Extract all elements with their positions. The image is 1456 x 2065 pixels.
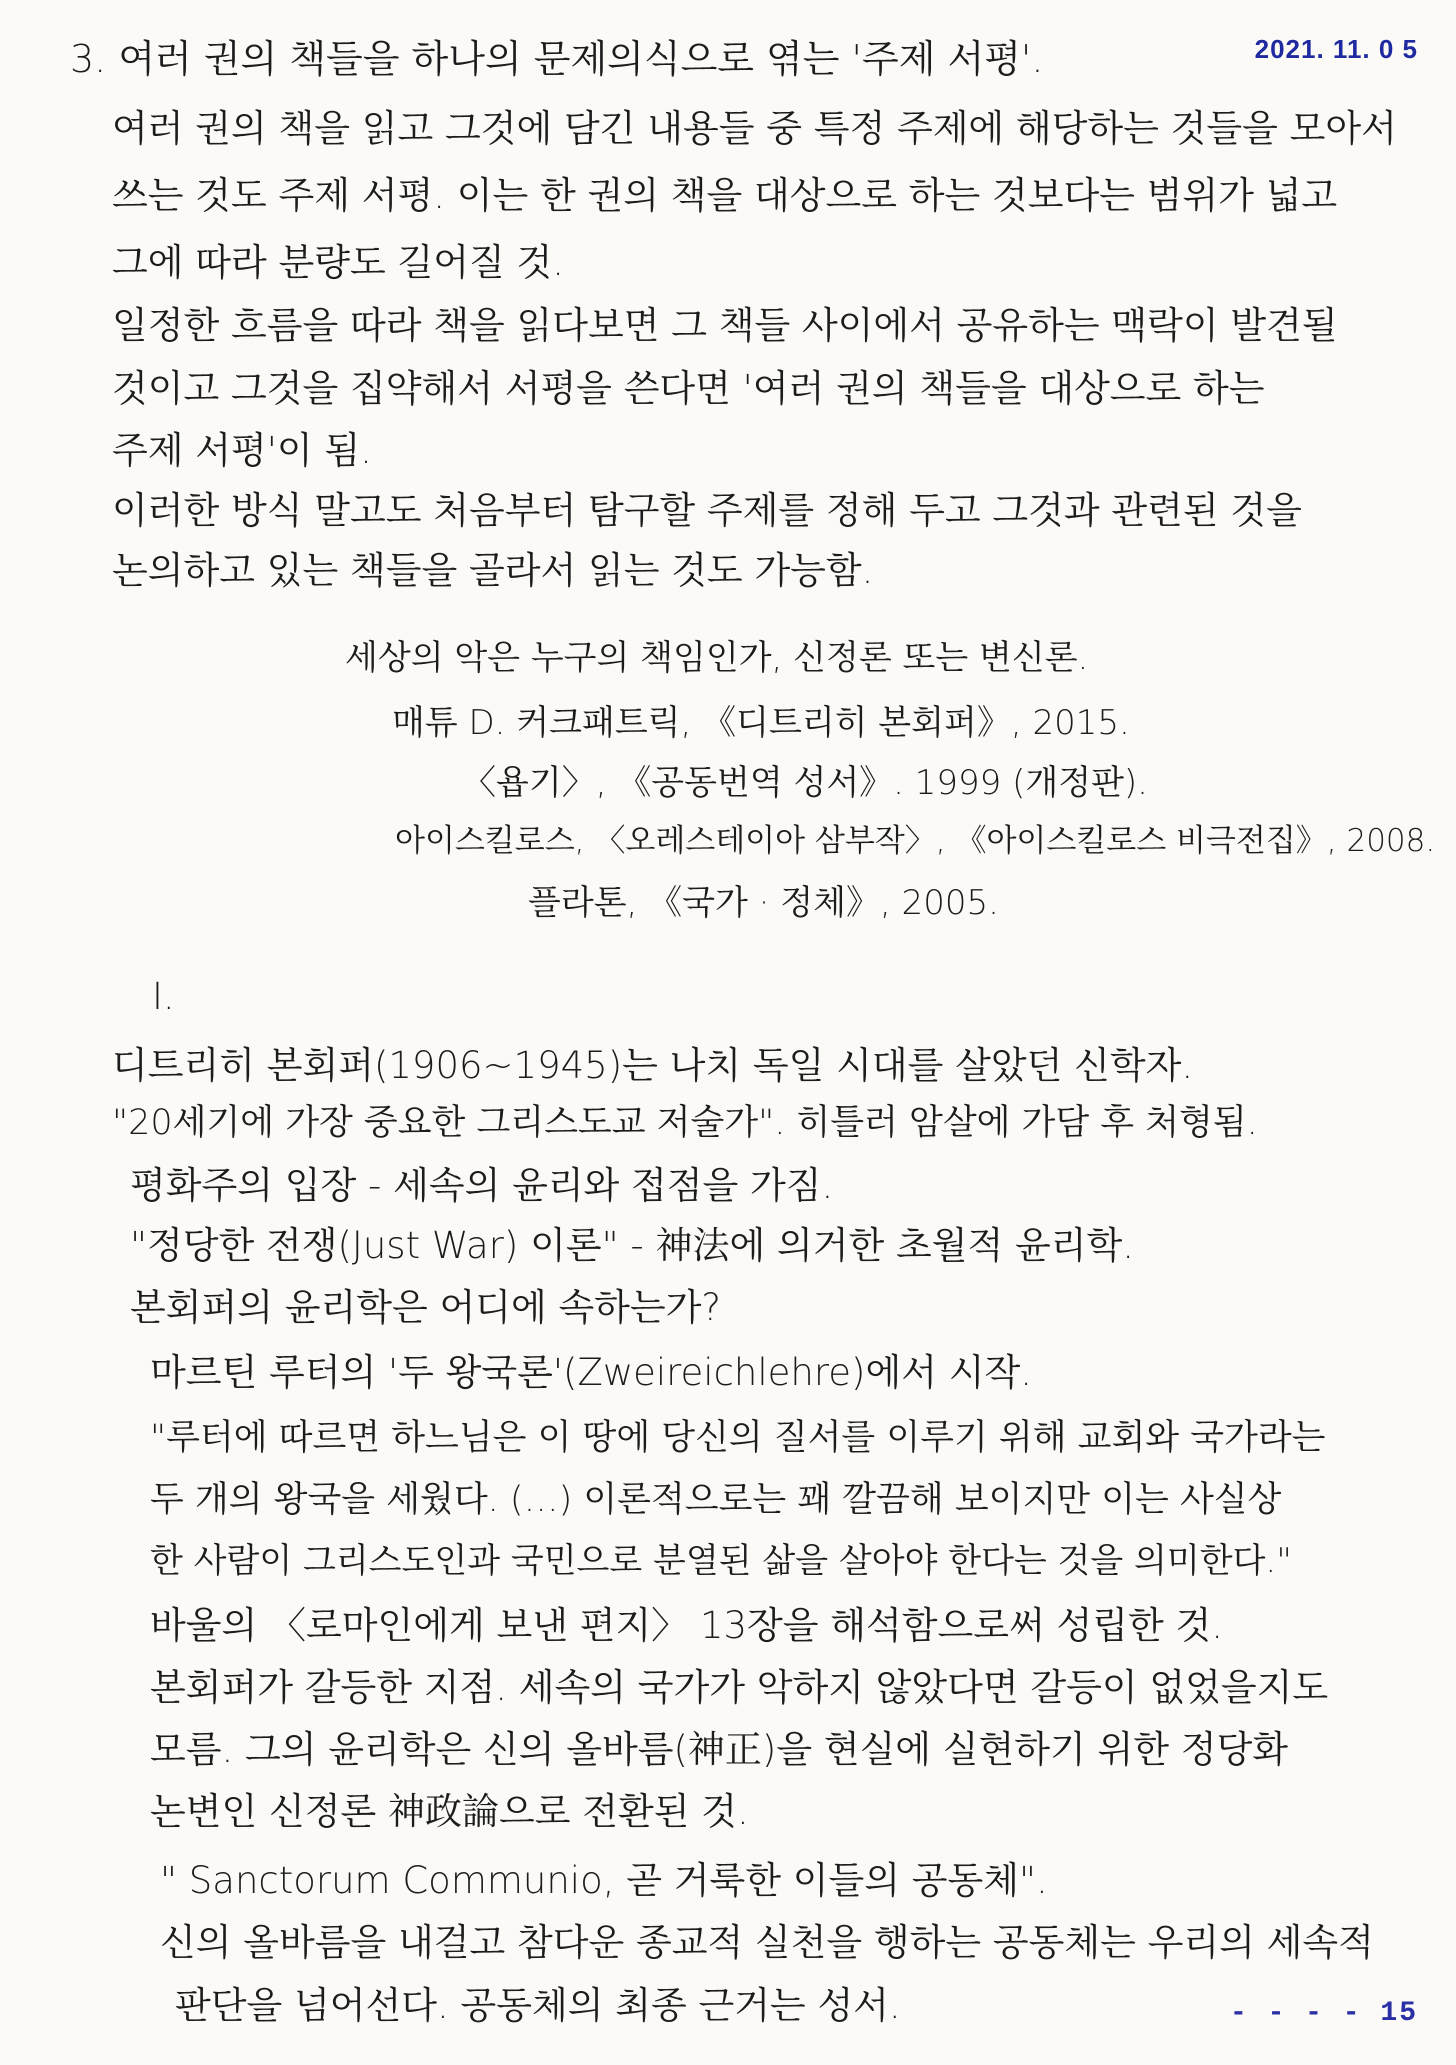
text-line: 두 개의 왕국을 세웠다. (…) 이론적으로는 꽤 깔끔해 보이지만 이는 사실상 [150,1480,1282,1520]
text-line: 한 사람이 그리스도인과 국민으로 분열된 삶을 살아야 한다는 것을 의미한다." [150,1541,1292,1581]
section-heading: 3. 여러 권의 책들을 하나의 문제의식으로 엮는 '주제 서평'. [70,37,1044,81]
text-line: 쓰는 것도 주제 서평. 이는 한 권의 책을 대상으로 하는 것보다는 범위가 넓고 [112,174,1338,217]
text-line: 논의하고 있는 책들을 골라서 읽는 것도 가능함. [112,549,874,592]
reference-item: 매튜 D. 커크패트릭, 《디트리히 본회퍼》, 2015. [392,703,1130,743]
text-line: " Sanctorum Communio, 곧 거룩한 이들의 공동체". [160,1859,1048,1902]
text-line: 논변인 신정론 神政論으로 전환된 것. [150,1790,749,1833]
date-stamp: 2021. 11. 0 5 [1254,34,1418,64]
text-line: "루터에 따르면 하느님은 이 땅에 당신의 질서를 이루기 위해 교회와 국가라는 [150,1418,1326,1458]
text-line: 바울의 〈로마인에게 보낸 편지〉 13장을 해석함으로써 성립한 것. [150,1604,1223,1647]
text-line: 판단을 넘어선다. 공동체의 최종 근거는 성서. [175,1984,901,2027]
text-line: 신의 올바름을 내걸고 참다운 종교적 실천을 행하는 공동체는 우리의 세속적 [160,1921,1374,1964]
text-line: 마르틴 루터의 '두 왕국론'(Zweireichlehre)에서 시작. [150,1351,1032,1394]
text-line: 이러한 방식 말고도 처음부터 탐구할 주제를 정해 두고 그것과 관련된 것을 [112,489,1302,532]
text-line: 본회퍼의 윤리학은 어디에 속하는가? [130,1286,722,1329]
reference-item: 아이스킬로스, 〈오레스테이아 삼부작〉, 《아이스킬로스 비극전집》, 2008. [395,823,1436,859]
reference-item: 〈욥기〉, 《공동번역 성서》. 1999 (개정판). [462,763,1148,803]
text-line: 것이고 그것을 집약해서 서평을 쓴다면 '여러 권의 책들을 대상으로 하는 [112,367,1265,410]
text-line: 여러 권의 책을 읽고 그것에 담긴 내용들 중 특정 주제에 해당하는 것들을 모아서 [112,107,1397,150]
text-line: 본회퍼가 갈등한 지점. 세속의 국가가 악하지 않았다면 갈등이 없었을지도 [150,1666,1329,1709]
text-line: 주제 서평'이 됨. [112,429,372,472]
text-line: 그에 따라 분량도 길어질 것. [112,241,564,284]
text-line: "20세기에 가장 중요한 그리스도교 저술가". 히틀러 암살에 가담 후 처형됨. [112,1103,1258,1143]
section-marker: I. [152,975,175,1018]
reference-item: 플라톤, 《국가 · 정체》, 2005. [528,883,999,923]
text-line: 모름. 그의 윤리학은 신의 올바름(神正)을 현실에 실현하기 위한 정당화 [150,1728,1289,1771]
text-line: 일정한 흐름을 따라 책을 읽다보면 그 책들 사이에서 공유하는 맥락이 발견될 [112,304,1338,347]
references-title: 세상의 악은 누구의 책임인가, 신정론 또는 변신론. [345,638,1089,678]
page-number: - - - - 15 [1229,1998,1418,2029]
text-line: "정당한 전쟁(Just War) 이론" - 神法에 의거한 초월적 윤리학. [130,1224,1134,1267]
text-line: 디트리히 본회퍼(1906~1945)는 나치 독일 시대를 살았던 신학자. [112,1044,1194,1087]
text-line: 평화주의 입장 - 세속의 윤리와 접점을 가짐. [130,1164,834,1207]
